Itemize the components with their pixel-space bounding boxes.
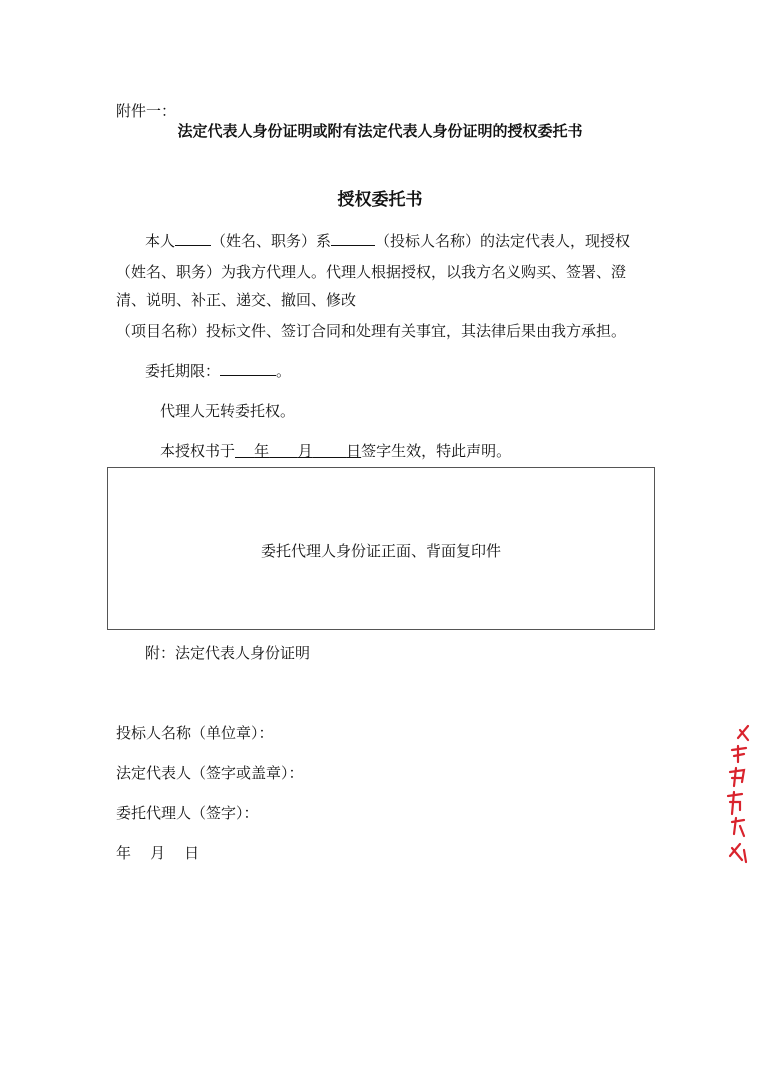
term-end: 。 [276,362,292,380]
text-segment: 本授权书于 [160,442,236,460]
paragraph-line-3: 清、说明、补正、递交、撤回、修改 [116,291,357,309]
term-blank[interactable] [220,361,276,376]
legal-rep-signature-line: 法定代表人（签字或盖章）： [116,764,304,782]
term-label: 委托期限： [145,362,221,380]
date-blank[interactable]: 年 月 日 [254,442,362,460]
agent-signature-line: 委托代理人（签字）： [116,804,259,822]
text-segment: 签字生效，特此声明。 [361,442,512,460]
paragraph-line-2: （姓名、职务）为我方代理人。代理人根据授权，以我方名义购买、签署、澄 [116,263,627,281]
page-title: 授权委托书 [337,190,423,210]
text-segment: （投标人名称）的法定代表人，现授权 [375,232,631,250]
text-segment: 本人 [145,232,176,250]
no-transfer-statement: 代理人无转委托权。 [160,402,296,420]
bidder-name-blank[interactable] [331,231,375,246]
appendix-note: 附：法定代表人身份证明 [145,644,311,662]
attachment-label: 附件一： [116,102,177,120]
text-segment: （姓名、职务）系 [211,232,332,250]
id-copy-box [107,467,655,630]
effective-date-line [160,440,511,461]
paragraph-line-4: （项目名称）投标文件、签订合同和处理有关事宜，其法律后果由我方承担。 [116,322,627,340]
bidder-signature-line: 投标人名称（单位章）： [116,724,274,742]
section-heading: 法定代表人身份证明或附有法定代表人身份证明的授权委托书 [177,122,583,140]
signature-date-line: 年 月 日 [116,844,200,862]
name-blank[interactable] [175,231,211,246]
paragraph-line-1 [145,230,630,251]
term-line [145,360,291,381]
red-seal-stamp [718,720,752,870]
id-copy-box-label: 委托代理人身份证正面、背面复印件 [260,542,501,560]
